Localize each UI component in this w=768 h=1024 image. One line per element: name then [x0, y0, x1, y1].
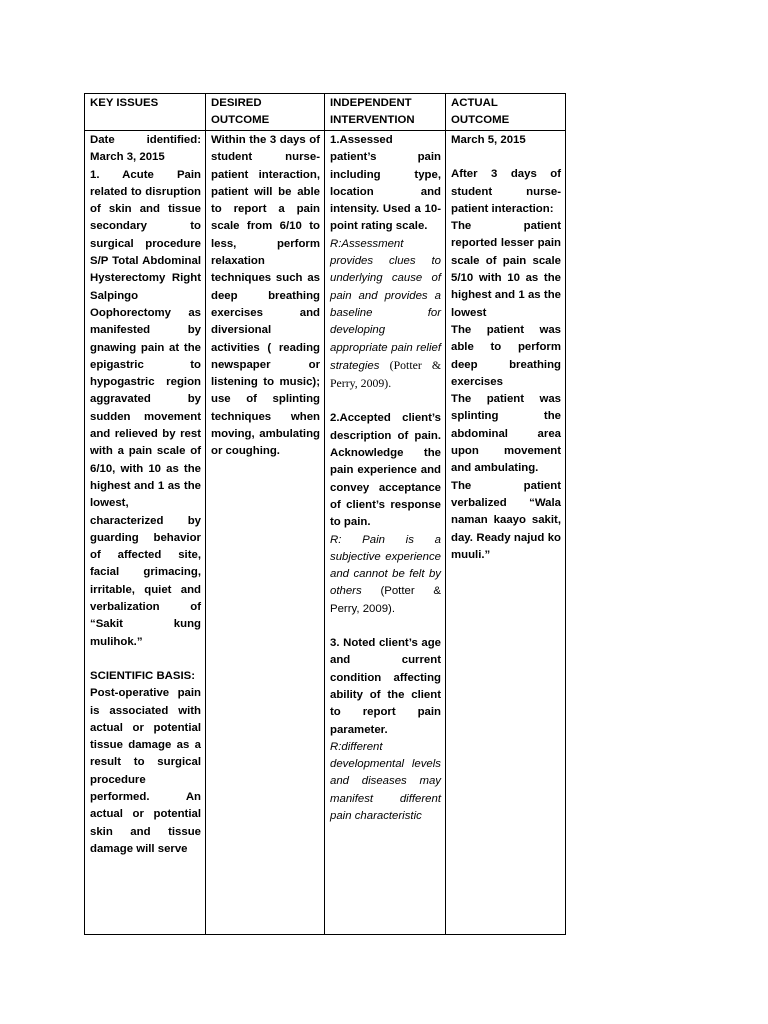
key-issues-cell	[85, 131, 206, 935]
actual-outcome-cell	[446, 131, 566, 935]
intervention-3-action: 3. Noted client’s age and current condition affecting ability of the client to report pain parameter.	[330, 637, 441, 736]
intervention-1-reference: (Potter & Perry, 2009).	[330, 357, 442, 391]
actual-outcome-item: The patient was able to perform deep breathing exercises	[451, 323, 561, 388]
intervention-3-rationale: R:different developmental levels and diseases may manifest different pain characteristic	[330, 740, 441, 822]
actual-outcome-item: The patient was splinting the abdominal area upon movement and ambulating.	[451, 393, 561, 475]
nursing-care-plan-table	[84, 93, 566, 935]
scientific-basis-text: Post-operative pain is associated with actual or potential tissue damage as a result to surgical procedure performed. An actual or potential skin and tissue damage will serve	[90, 687, 201, 855]
actual-outcome-intro: After 3 days of student nurse-patient interaction:	[451, 168, 561, 215]
header-desired-outcome: DESIRED OUTCOME	[206, 94, 325, 131]
body-row	[85, 131, 566, 935]
header-row	[85, 94, 566, 131]
date-identified: Date identified: March 3, 2015	[90, 134, 201, 164]
actual-outcome-date: March 5, 2015	[451, 134, 526, 146]
actual-outcome-item: The patient verbalized “Wala naman kaayo sakit, day. Ready najud ko muuli.”	[451, 479, 561, 561]
intervention-cell	[325, 131, 446, 935]
header-actual-outcome: ACTUAL OUTCOME	[446, 94, 566, 131]
desired-outcome-text: Within the 3 days of student nurse-patient interaction, patient will be able to report a pain scale from 6/10 to less, perform relaxation techniques such as deep breathing exercises and diversional activities ( reading newspaper or listening to music); use of splinting techniques when moving, ambulating or coughing.	[211, 134, 320, 458]
nursing-diagnosis: 1. Acute Pain related to disruption of skin and tissue secondary to surgical procedure S/P Total Abdominal Hysterectomy Right Salpingo Oophorectomy as manifested by gnawing pain at the epigastric to hypogastric region aggravated by sudden movement and relieved by rest with a pain scale of 6/10, with 10 as the highest and 1 as the lowest, characterized by guarding behavior of affected site, facial grimacing, irritable, quiet and verbalization of “Sakit kung mulihok.”	[90, 168, 201, 648]
scientific-basis-title: SCIENTIFIC BASIS:	[90, 669, 196, 682]
intervention-1-action: 1.Assessed patient’s pain including type, location and intensity. Used a 10-point rating scale.	[330, 134, 441, 233]
intervention-2-rationale: R: Pain is a subjective experience and cannot be felt by others	[330, 533, 441, 598]
intervention-2-action: 2.Accepted client’s description of pain. Acknowledge the pain experience and convey acceptance of client’s response to pain.	[330, 412, 441, 529]
intervention-2-reference: (Potter & Perry, 2009).	[330, 585, 441, 615]
header-independent-intervention: INDEPENDENT INTERVENTION	[325, 94, 446, 131]
intervention-1-rationale: R:Assessment provides clues to underlying cause of pain and provides a baseline for developing appropriate pain relief strategies	[330, 237, 441, 372]
actual-outcome-item: The patient reported lesser pain scale of pain scale 5/10 with 10 as the highest and 1 as the lowest	[451, 220, 561, 319]
header-key-issues: KEY ISSUES	[85, 94, 206, 131]
desired-outcome-cell	[206, 131, 325, 935]
